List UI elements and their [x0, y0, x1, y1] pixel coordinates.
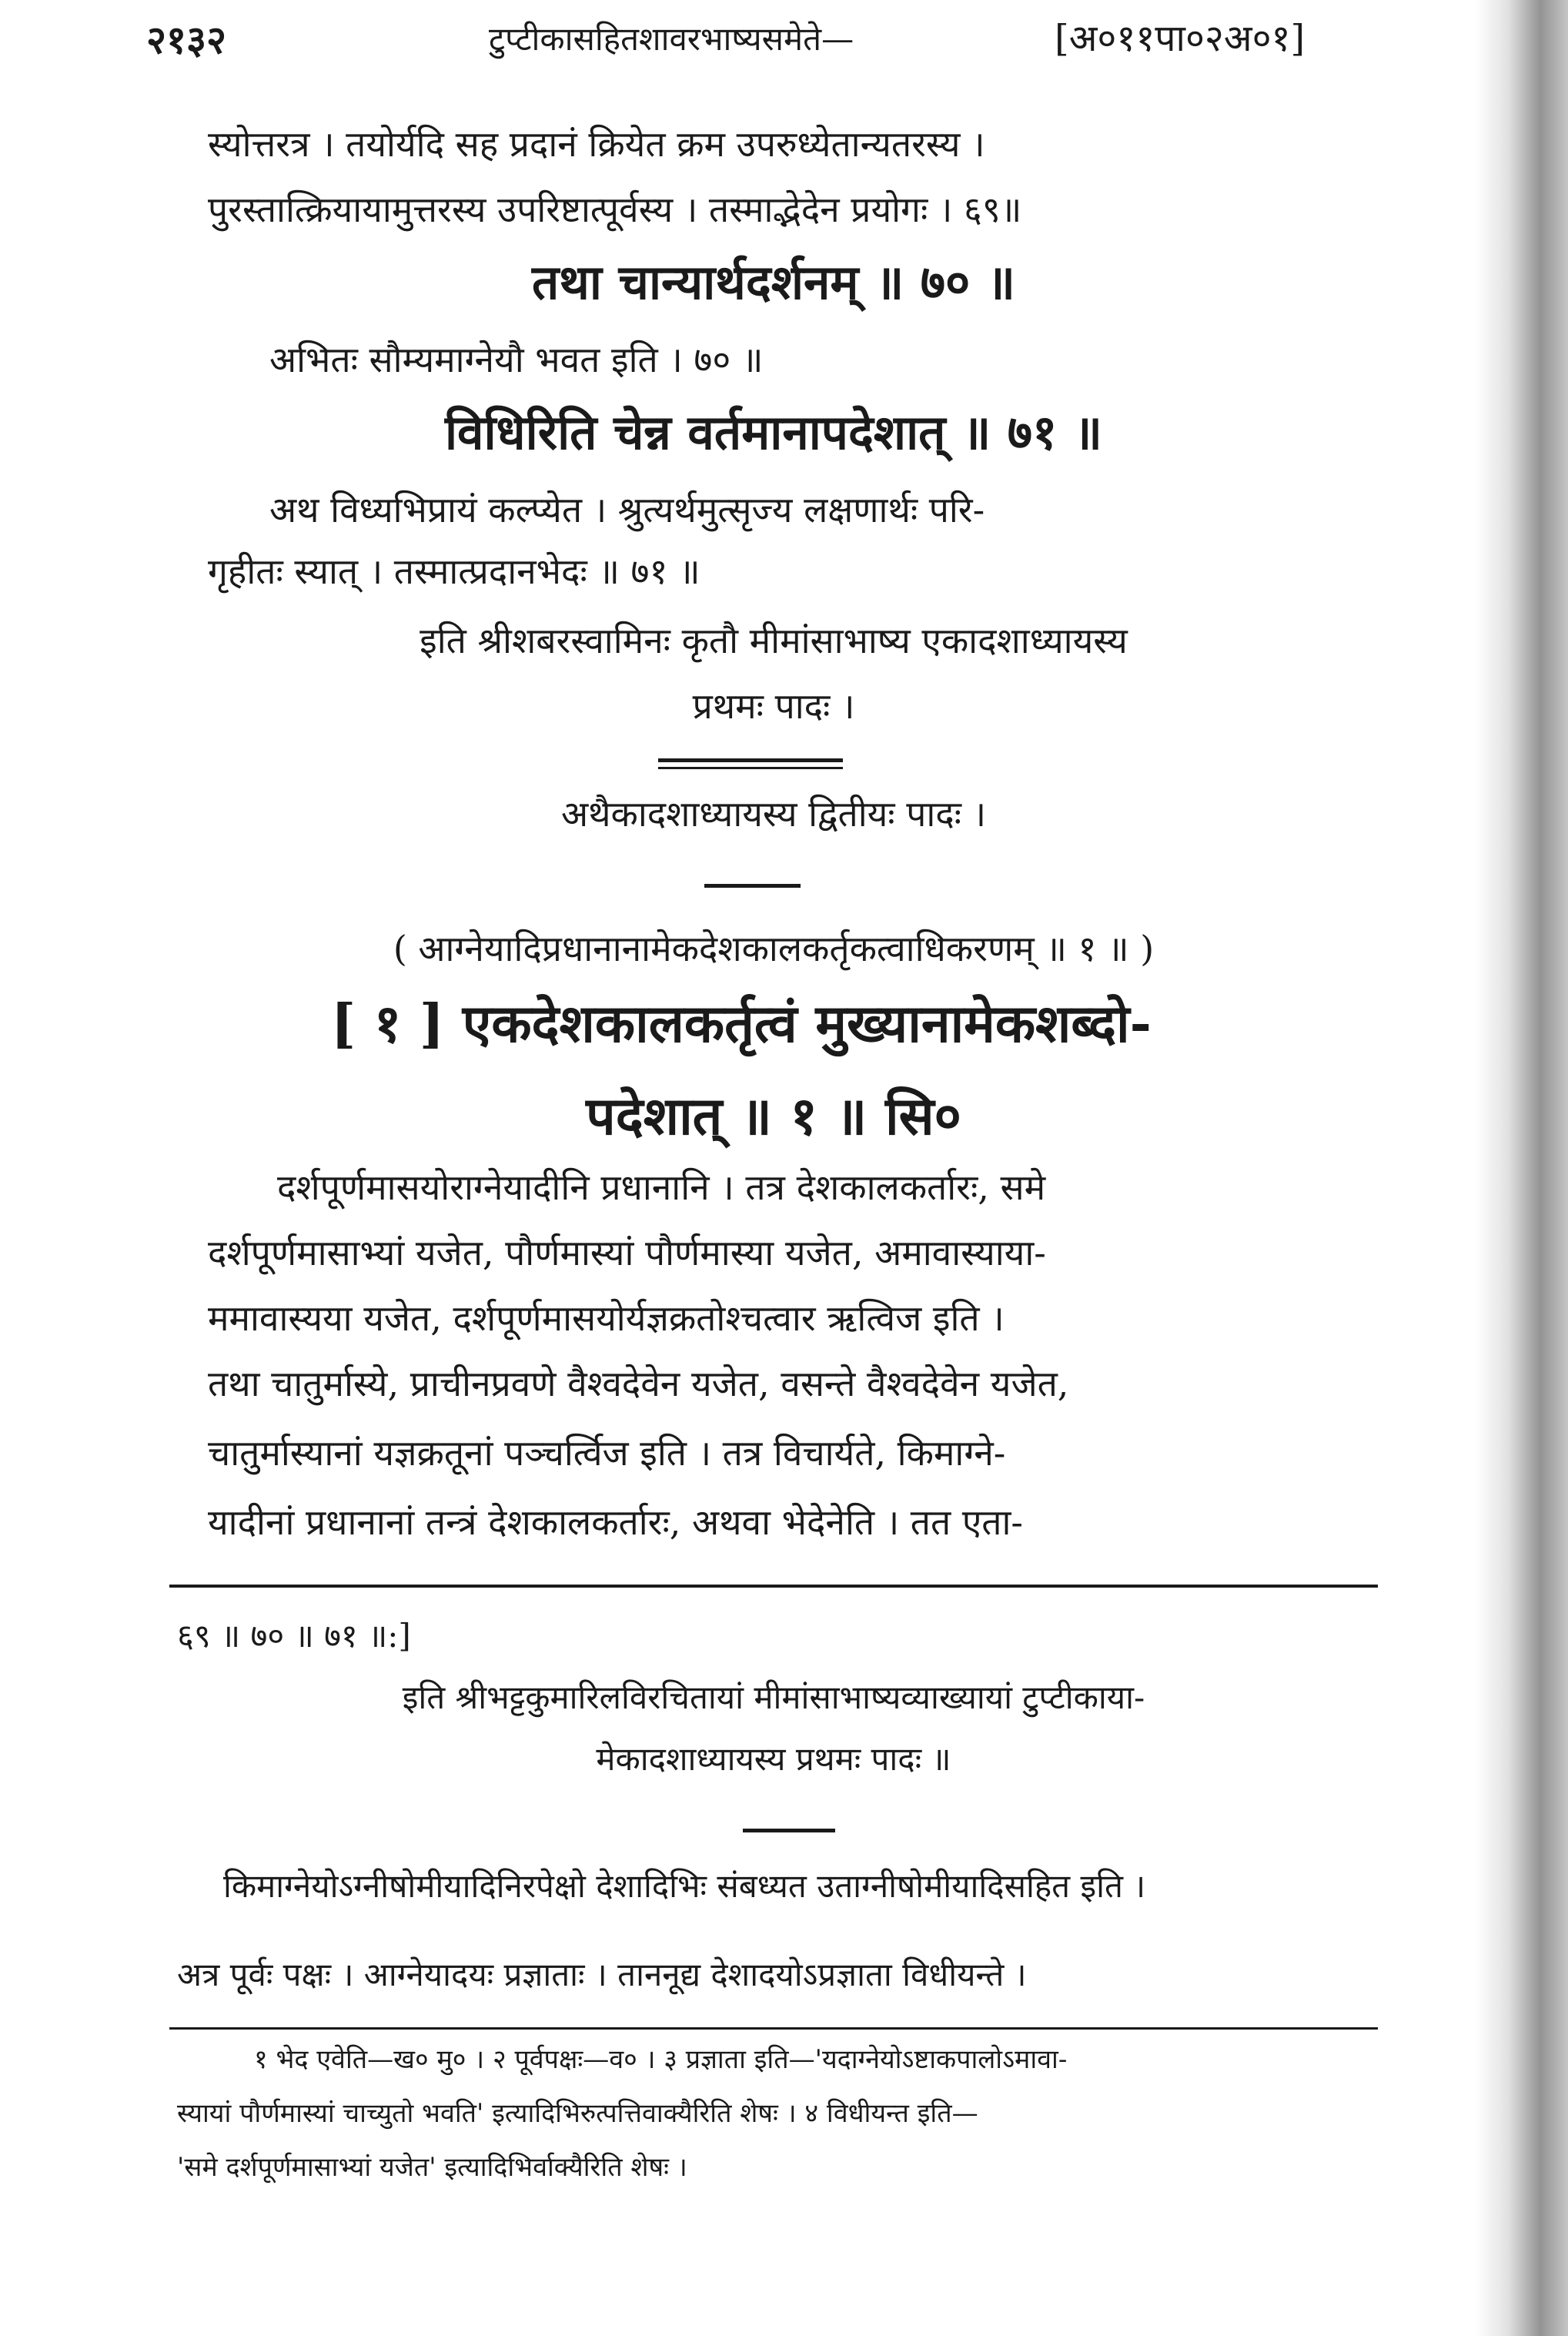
- bhashya-sutra1-line: चातुर्मास्यानां यज्ञक्रतूनां पञ्चर्त्विज इति । तत्र विचार्यते, किमाग्ने-: [208, 1432, 1006, 1474]
- section-divider: [704, 884, 801, 888]
- sutra-1-line: [ १ ] एकदेशकालकर्तृत्वं मुख्यानामेकशब्दो-: [331, 993, 1152, 1055]
- adhikarana-title: ( आग्नेयादिप्रधानानामेकदेशकालकर्तृकत्वाधिकरणम् ॥ १ ॥ ): [393, 928, 1155, 969]
- footnote-line: 'समे दर्शपूर्णमासाभ्यां यजेत' इत्यादिभिर्वाक्यैरिति शेषः ।: [177, 2152, 687, 2183]
- colophon-line: प्रथमः पादः ।: [692, 685, 855, 727]
- running-title: टुप्टीकासहितशावरभाष्यसमेते—: [489, 20, 854, 58]
- bhashya-71-line: गृहीतः स्यात् । तस्मात्प्रदानभेदः ॥ ७१ ॥: [208, 551, 700, 592]
- footnote-line: १ भेद एवेति—ख० मु० । २ पूर्वपक्षः—व० । ३ प्रज्ञाता इति—'यदाग्नेयोऽष्टाकपालोऽमावा-: [254, 2044, 1068, 2075]
- commentary-colophon-line: इति श्रीभट्टकुमारिलविरचितायां मीमांसाभाष्यव्याख्यायां टुप्टीकाया-: [402, 1678, 1145, 1716]
- new-pada-title: अथैकादशाध्यायस्य द्वितीयः पादः ।: [560, 793, 987, 835]
- bhashya-sutra1-line: यादीनां प्रधानानां तन्त्रं देशकालकर्तारः, अथवा भेदेनेति । तत एता-: [208, 1501, 1023, 1543]
- commentary-divider: [743, 1829, 835, 1832]
- commentary-line: अत्र पूर्वः पक्षः । आग्नेयादयः प्रज्ञाताः । ताननूद्य देशादयोऽप्रज्ञाता विधीयन्ते ।: [177, 1956, 1027, 1993]
- bhashya-sutra1-line: तथा चातुर्मास्ये, प्राचीनप्रवणे वैश्वदेवेन यजेत, वसन्ते वैश्वदेवेन यजेत,: [208, 1363, 1069, 1404]
- footnote-line: स्यायां पौर्णमास्यां चाच्युतो भवति' इत्यादिभिरुत्पत्तिवाक्यैरिति शेषः । ४ विधीयन्त इति—: [177, 2098, 978, 2129]
- double-rule-bottom: [658, 767, 843, 769]
- bhashya-line: स्योत्तरत्र । तयोर्यदि सह प्रदानं क्रियेत क्रम उपरुध्येतान्यतरस्य ।: [208, 123, 985, 165]
- commentary-separator: [169, 1585, 1378, 1588]
- footnote-separator: [169, 2027, 1378, 2030]
- double-rule-top: [658, 758, 843, 762]
- bhashya-sutra1-line: दर्शपूर्णमासाभ्यां यजेत, पौर्णमास्यां पौर्णमास्या यजेत, अमावास्याया-: [208, 1232, 1046, 1273]
- bhashya-line: पुरस्तात्क्रियायामुत्तरस्य उपरिष्टात्पूर्वस्य । तस्माद्भेदेन प्रयोगः । ६९॥: [208, 189, 1022, 230]
- commentary-colophon-line: मेकादशाध्यायस्य प्रथमः पादः ॥: [596, 1740, 951, 1778]
- section-reference: [अ०११पा०२अ०१]: [1055, 17, 1306, 60]
- bhashya-sutra1-line: ममावास्यया यजेत, दर्शपूर्णमासयोर्यज्ञक्रतोश्चत्वार ऋत्विज इति ।: [208, 1297, 1005, 1339]
- bhashya-71-line: अथ विध्यभिप्रायं कल्प्येत । श्रुत्यर्थमुत्सृज्य लक्षणार्थः परि-: [269, 489, 985, 530]
- bhashya-70: अभितः सौम्यमाग्नेयौ भवत इति । ७० ॥: [269, 339, 764, 380]
- binding-shadow: [1476, 0, 1568, 2336]
- bhashya-sutra1-line: दर्शपूर्णमासयोराग्नेयादीनि प्रधानानि । तत्र देशकालकर्तारः, समे: [277, 1166, 1046, 1208]
- sutra-71: विधिरिति चेन्न वर्तमानापदेशात् ॥ ७१ ॥: [444, 404, 1103, 460]
- colophon-line: इति श्रीशबरस्वामिनः कृतौ मीमांसाभाष्य एकादशाध्यायस्य: [420, 620, 1128, 661]
- commentary-refs: ६९ ॥ ७० ॥ ७१ ॥:]: [177, 1617, 411, 1655]
- commentary-line: किमाग्नेयोऽग्नीषोमीयादिनिरपेक्षो देशादिभिः संबध्यत उताग्नीषोमीयादिसहित इति ।: [223, 1867, 1146, 1905]
- sutra-70: तथा चान्यार्थदर्शनम् ॥ ७० ॥: [531, 254, 1016, 310]
- page-number: २१३२: [146, 17, 226, 62]
- sutra-1-line: पदेशात् ॥ १ ॥ सि०: [586, 1086, 961, 1147]
